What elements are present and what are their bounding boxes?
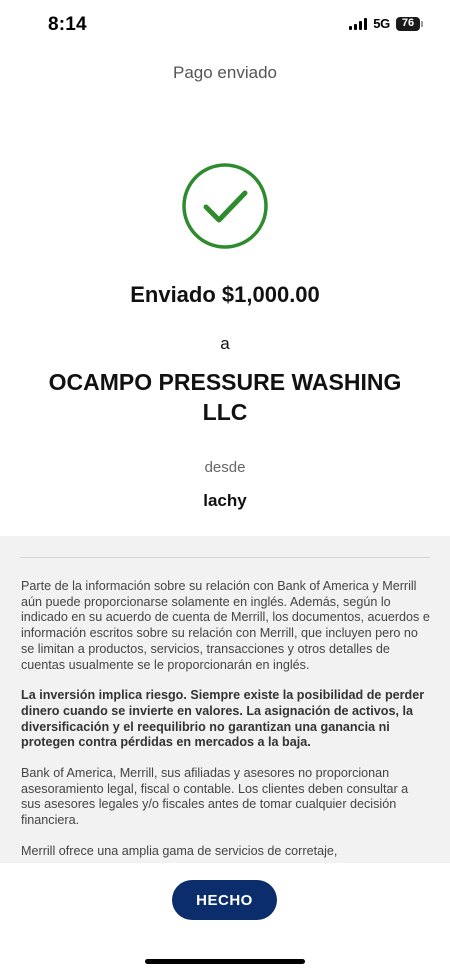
to-label: a (220, 334, 230, 353)
done-button[interactable]: HECHO (172, 880, 277, 920)
status-time: 8:14 (48, 14, 87, 35)
signal-icon (349, 18, 367, 30)
home-indicator[interactable] (145, 959, 305, 964)
sender-name: lachy (203, 491, 247, 510)
network-label: 5G (373, 16, 390, 31)
disclosure-paragraph-services: Merrill ofrece una amplia gama de servicios de corretaje, (21, 843, 338, 858)
checkmark-circle-icon (181, 162, 269, 250)
divider (20, 557, 430, 558)
from-label: desde (204, 459, 246, 476)
disclosure-paragraph-language: Parte de la información sobre su relación con Bank of America y Merrill aún puede proporcionarse solamente en inglés. Además, según lo indicado en su acuerdo de cuenta de Merrill, los documentos, acuerdos e información escritos sobre su relación con Merrill, que incluyen pero no se limitan a productos, servicios, transacciones y otros detalles de cuentas usualmente se le proporcionarán en inglés. (21, 579, 430, 672)
status-indicators (349, 16, 420, 31)
disclosure-paragraph-advice: Bank of America, Merrill, sus afiliadas y asesores no proporcionan asesoramiento legal, fiscal o contable. Los clientes deben consultar a sus asesores legales y/o fiscales antes de tomar cualquier decisión financiera. (21, 766, 409, 828)
disclosure-scroll-area[interactable] (0, 536, 450, 863)
battery-level: 76 (401, 17, 415, 29)
bottom-bar (0, 863, 450, 973)
disclosure-text (21, 579, 430, 863)
sent-amount: Enviado $1,000.00 (130, 282, 320, 307)
battery-icon (396, 17, 420, 31)
status-bar (0, 0, 450, 52)
disclosure-paragraph-risk: La inversión implica riesgo. Siempre existe la posibilidad de perder dinero cuando se invierte en valores. La asignación de activos, la diversificación y el reequilibrio no garantizan una ganancia ni protegen contra pérdidas en mercados a la baja. (21, 688, 425, 750)
recipient-name: OCAMPO PRESSURE WASHING LLC (48, 369, 402, 425)
page-title: Pago enviado (173, 63, 277, 82)
